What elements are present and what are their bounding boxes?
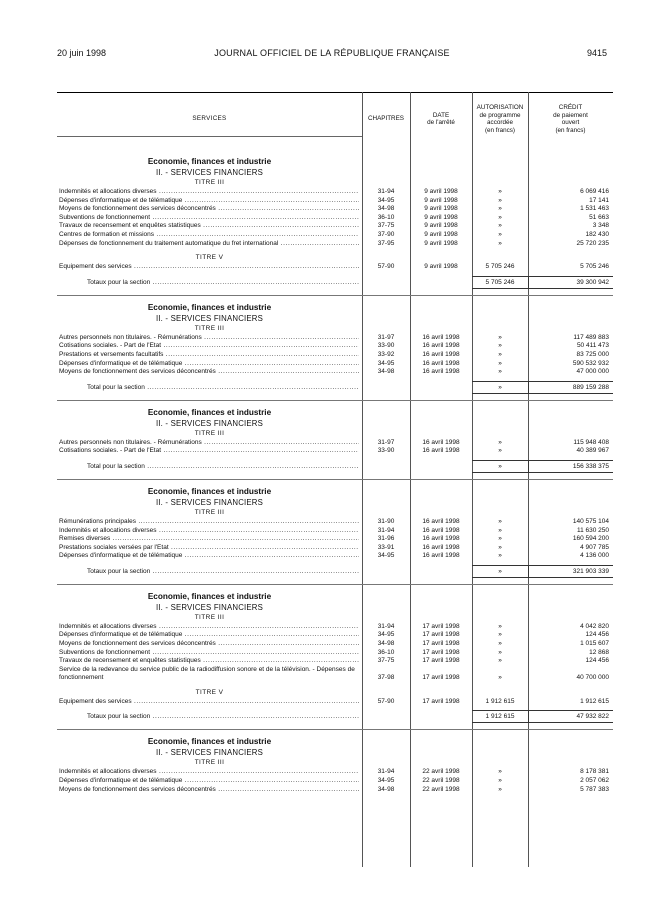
table-row [57, 527, 613, 536]
row-credit: 25 720 235 [576, 239, 609, 247]
row-credit: 83 725 000 [576, 350, 609, 358]
row-chapitre: 33-91 [377, 543, 395, 551]
row-credit: 1 912 615 [580, 697, 609, 705]
section-total-row [57, 276, 613, 289]
row-label: Dépenses de fonctionnement du traitement automatique du fret international ..... [59, 240, 359, 249]
row-autorisation: » [498, 333, 502, 341]
column-header-credit: CRÉDIT de paiement ouvert (en francs) [553, 104, 588, 134]
row-chapitre: 33-90 [377, 447, 395, 455]
column-header-autorisation: AUTORISATION de programme accordée (en francs) [476, 104, 524, 134]
table-row [57, 240, 613, 249]
row-credit: 115 948 408 [573, 438, 609, 446]
section-block [57, 156, 613, 289]
section-title: Economie, finances et industrie [147, 157, 272, 166]
row-date: 16 avril 1998 [422, 543, 460, 551]
table-row [57, 535, 613, 544]
row-chapitre: 37-75 [377, 222, 395, 230]
column-header-date: DATE de l'arrêté [427, 111, 455, 126]
row-chapitre: 34-98 [377, 205, 395, 213]
row-autorisation: » [498, 205, 502, 213]
row-credit: 2 057 062 [580, 777, 609, 785]
row-date: 9 avril 1998 [424, 230, 458, 238]
table-row [57, 777, 613, 786]
row-date: 9 avril 1998 [424, 263, 458, 271]
section-block [57, 479, 613, 578]
row-label: Dépenses d'informatique et de télématique ..... [59, 631, 359, 640]
row-date: 16 avril 1998 [422, 342, 460, 350]
row-credit: 51 663 [589, 213, 609, 221]
row-autorisation: » [498, 438, 502, 446]
table-row [57, 698, 613, 707]
section-subtitle: II. - SERVICES FINANCIERS [155, 418, 264, 428]
row-label: Cotisations sociales. - Part de l'Etat ..... [59, 447, 359, 456]
row-label: Dépenses d'informatique et de télématique ..... [59, 552, 359, 561]
row-credit: 1 015 607 [580, 640, 609, 648]
row-date: 9 avril 1998 [424, 196, 458, 204]
row-chapitre: 36-10 [377, 648, 395, 656]
section-total-row [57, 565, 613, 578]
row-label: Autres personnels non titulaires. - Rémunérations ..... [59, 439, 359, 448]
page-header [57, 48, 607, 62]
row-autorisation: » [498, 640, 502, 648]
row-credit: 8 178 381 [580, 768, 609, 776]
section-subtitle: II. - SERVICES FINANCIERS [155, 497, 264, 507]
row-label: Subventions de fonctionnement ..... [59, 649, 359, 658]
header-page-number: 9415 [586, 48, 607, 58]
row-autorisation: » [498, 674, 502, 682]
row-label: Subventions de fonctionnement ..... [59, 214, 359, 223]
row-autorisation: » [498, 517, 502, 525]
row-date: 17 avril 1998 [422, 657, 460, 665]
titre-heading: TITRE V [195, 688, 224, 696]
row-label: Indemnités et allocations diverses ..... [59, 768, 359, 777]
row-credit: 40 389 967 [576, 447, 609, 455]
row-autorisation: » [498, 196, 502, 204]
table-row [57, 214, 613, 223]
row-label: Travaux de recensement et enquêtes statistiques ..... [59, 657, 359, 666]
section-block [57, 400, 613, 473]
row-autorisation: » [498, 535, 502, 543]
table-row [57, 188, 613, 197]
row-date: 16 avril 1998 [422, 535, 460, 543]
row-autorisation: » [498, 777, 502, 785]
titre-heading: TITRE III [194, 324, 225, 332]
titre-heading: TITRE III [194, 508, 225, 516]
table-row [57, 518, 613, 527]
total-credit: 321 903 339 [572, 567, 609, 575]
section-total-row [57, 381, 613, 394]
table-row [57, 786, 613, 795]
row-date: 16 avril 1998 [422, 333, 460, 341]
row-label: Autres personnels non titulaires. - Rémunérations ..... [59, 334, 359, 343]
table-top-rule [57, 92, 613, 93]
row-date: 17 avril 1998 [422, 674, 460, 682]
table-row [57, 544, 613, 553]
row-chapitre: 33-90 [377, 342, 395, 350]
table-row [57, 360, 613, 369]
section-block [57, 295, 613, 394]
table-row [57, 666, 613, 683]
table-row [57, 649, 613, 658]
row-date: 9 avril 1998 [424, 188, 458, 195]
row-label: Indemnités et allocations diverses ..... [59, 623, 359, 632]
total-credit: 156 338 375 [572, 462, 609, 470]
total-label: Totaux pour la section ..... [87, 710, 359, 723]
table-row [57, 631, 613, 640]
row-label: Centres de formation et missions ..... [59, 231, 359, 240]
row-credit: 4 042 820 [580, 622, 609, 630]
row-chapitre: 31-97 [377, 333, 395, 341]
row-label: Moyens de fonctionnement des services déconcentrés ..... [59, 640, 359, 649]
section-subtitle: II. - SERVICES FINANCIERS [155, 602, 264, 612]
row-autorisation: 5 705 246 [485, 263, 515, 271]
row-autorisation: » [498, 447, 502, 455]
total-label: Totaux pour la section ..... [87, 276, 359, 289]
table-row [57, 351, 613, 360]
row-chapitre: 31-94 [377, 188, 395, 195]
row-label: Equipement des services ..... [59, 263, 359, 272]
row-date: 16 avril 1998 [422, 368, 460, 376]
row-label: Moyens de fonctionnement des services déconcentrés ..... [59, 786, 359, 795]
row-credit: 12 868 [589, 648, 609, 656]
row-credit: 182 430 [585, 230, 609, 238]
row-label: Indemnités et allocations diverses ..... [59, 188, 359, 197]
row-autorisation: » [498, 213, 502, 221]
row-autorisation: » [498, 230, 502, 238]
header-rule [57, 136, 362, 137]
row-chapitre: 37-95 [377, 239, 395, 247]
row-date: 16 avril 1998 [422, 526, 460, 534]
row-chapitre: 36-10 [377, 213, 395, 221]
table-row [57, 197, 613, 206]
row-chapitre: 31-96 [377, 535, 395, 543]
row-autorisation: 1 912 615 [485, 697, 515, 705]
total-autorisation: » [498, 383, 502, 391]
section-subtitle: II. - SERVICES FINANCIERS [155, 168, 264, 177]
row-chapitre: 31-97 [377, 438, 395, 446]
total-credit: 47 932 822 [576, 713, 609, 721]
row-autorisation: » [498, 552, 502, 560]
row-label: Travaux de recensement et enquêtes statistiques ..... [59, 222, 359, 231]
row-credit: 17 141 [589, 196, 609, 204]
section-title: Economie, finances et industrie [147, 302, 272, 312]
column-header-services: SERVICES [192, 115, 227, 123]
row-chapitre: 31-90 [377, 517, 395, 525]
row-date: 22 avril 1998 [422, 768, 460, 776]
row-autorisation: » [498, 359, 502, 367]
row-autorisation: » [498, 222, 502, 230]
row-label: Prestations et versements facultatifs ..... [59, 351, 359, 360]
row-label: Rémunérations principales ..... [59, 518, 359, 527]
row-chapitre: 33-92 [377, 350, 395, 358]
section-total-row [57, 460, 613, 473]
header-journal-title: JOURNAL OFFICIEL DE LA RÉPUBLIQUE FRANÇAISE [214, 48, 450, 58]
section-total-row [57, 710, 613, 723]
row-chapitre: 57-90 [377, 697, 395, 705]
table-row [57, 552, 613, 561]
row-credit: 1 531 463 [580, 205, 609, 213]
row-date: 16 avril 1998 [422, 447, 460, 455]
row-credit: 11 630 250 [576, 526, 609, 534]
table-row [57, 263, 613, 272]
row-chapitre: 57-90 [377, 263, 395, 271]
row-autorisation: » [498, 768, 502, 776]
table-row [57, 640, 613, 649]
row-autorisation: » [498, 350, 502, 358]
row-date: 16 avril 1998 [422, 438, 460, 446]
total-autorisation: » [498, 567, 502, 575]
table-row [57, 439, 613, 448]
table-row [57, 657, 613, 666]
row-credit: 3 348 [592, 222, 609, 230]
row-date: 16 avril 1998 [422, 359, 460, 367]
section-subtitle: II. - SERVICES FINANCIERS [155, 748, 264, 758]
row-credit: 5 705 246 [580, 263, 609, 271]
row-label: Service de la redevance du service public de la radiodiffusion sonore et de la télévision. - Dépenses de fonctionnement [59, 665, 355, 682]
row-date: 17 avril 1998 [422, 648, 460, 656]
credits-table [57, 92, 613, 867]
row-date: 9 avril 1998 [424, 239, 458, 247]
total-label: Total pour la section ..... [87, 460, 359, 473]
row-date: 17 avril 1998 [422, 622, 460, 630]
row-credit: 124 456 [585, 631, 609, 639]
row-credit: 40 700 000 [576, 674, 609, 682]
header-date: 20 juin 1998 [57, 48, 107, 58]
row-date: 9 avril 1998 [424, 205, 458, 213]
row-credit: 47 000 000 [576, 368, 609, 376]
table-row [57, 768, 613, 777]
row-date: 16 avril 1998 [422, 517, 460, 525]
row-autorisation: » [498, 631, 502, 639]
row-credit: 6 069 416 [580, 188, 609, 195]
row-chapitre: 31-94 [377, 526, 395, 534]
section-block [57, 584, 613, 724]
row-chapitre: 34-98 [377, 785, 395, 793]
row-autorisation: » [498, 526, 502, 534]
row-chapitre: 37-75 [377, 657, 395, 665]
titre-heading: TITRE V [195, 254, 224, 262]
row-credit: 50 411 473 [576, 342, 609, 350]
total-label: Total pour la section ..... [87, 381, 359, 394]
table-row [57, 334, 613, 343]
row-credit: 4 136 000 [580, 552, 609, 560]
row-date: 17 avril 1998 [422, 640, 460, 648]
row-label: Remises diverses ..... [59, 535, 359, 544]
table-row [57, 368, 613, 377]
row-chapitre: 37-98 [377, 674, 395, 682]
row-date: 22 avril 1998 [422, 777, 460, 785]
total-autorisation: 5 705 246 [485, 278, 515, 286]
titre-heading: TITRE III [194, 179, 225, 186]
row-autorisation: » [498, 785, 502, 793]
row-chapitre: 34-95 [377, 777, 395, 785]
row-credit: 5 787 383 [580, 785, 609, 793]
row-autorisation: » [498, 648, 502, 656]
row-autorisation: » [498, 188, 502, 195]
total-autorisation: » [498, 462, 502, 470]
row-label: Prestations sociales versées par l'Etat ..... [59, 544, 359, 553]
row-date: 22 avril 1998 [422, 785, 460, 793]
row-chapitre: 34-98 [377, 640, 395, 648]
section-title: Economie, finances et industrie [147, 591, 272, 601]
row-date: 9 avril 1998 [424, 213, 458, 221]
row-chapitre: 34-95 [377, 359, 395, 367]
row-autorisation: » [498, 239, 502, 247]
titre-heading: TITRE III [194, 759, 225, 767]
row-autorisation: » [498, 368, 502, 376]
table-row [57, 231, 613, 240]
row-autorisation: » [498, 657, 502, 665]
table-row [57, 205, 613, 214]
row-credit: 160 594 200 [572, 535, 609, 543]
row-label: Dépenses d'informatique et de télématique ..... [59, 360, 359, 369]
table-body [57, 150, 613, 794]
total-credit: 889 159 288 [572, 383, 609, 391]
row-chapitre: 34-95 [377, 196, 395, 204]
row-date: 16 avril 1998 [422, 552, 460, 560]
total-label: Totaux pour la section ..... [87, 565, 359, 578]
table-row [57, 623, 613, 632]
section-title: Economie, finances et industrie [147, 486, 272, 496]
row-label: Dépenses d'informatique et de télématique ..... [59, 197, 359, 206]
row-autorisation: » [498, 342, 502, 350]
row-chapitre: 34-98 [377, 368, 395, 376]
section-title: Economie, finances et industrie [147, 407, 272, 417]
row-chapitre: 34-95 [377, 552, 395, 560]
section-title: Economie, finances et industrie [147, 737, 272, 747]
total-autorisation: 1 912 615 [485, 713, 515, 721]
row-chapitre: 31-94 [377, 768, 395, 776]
section-block [57, 729, 613, 794]
row-label: Moyens de fonctionnement des services déconcentrés ..... [59, 368, 359, 377]
total-credit: 39 300 942 [576, 278, 609, 286]
section-subtitle: II. - SERVICES FINANCIERS [155, 313, 264, 323]
row-date: 17 avril 1998 [422, 697, 460, 705]
row-label: Equipement des services ..... [59, 698, 359, 707]
column-header-chapitres: CHAPITRES [367, 115, 405, 123]
row-chapitre: 34-95 [377, 631, 395, 639]
table-row [57, 222, 613, 231]
row-label: Moyens de fonctionnement des services déconcentrés ..... [59, 205, 359, 214]
row-credit: 117 489 883 [573, 333, 609, 341]
row-autorisation: » [498, 543, 502, 551]
row-chapitre: 37-90 [377, 230, 395, 238]
row-label: Indemnités et allocations diverses ..... [59, 527, 359, 536]
row-chapitre: 31-94 [377, 622, 395, 630]
row-credit: 124 456 [585, 657, 609, 665]
table-row [57, 447, 613, 456]
row-credit: 590 532 932 [572, 359, 609, 367]
titre-heading: TITRE III [194, 429, 225, 437]
row-credit: 4 907 785 [580, 543, 609, 551]
row-label: Dépenses d'informatique et de télématique ..... [59, 777, 359, 786]
row-label: Cotisations sociales. - Part de l'Etat ..... [59, 342, 359, 351]
row-credit: 140 575 104 [572, 517, 609, 525]
row-date: 16 avril 1998 [422, 350, 460, 358]
titre-heading: TITRE III [194, 613, 225, 621]
row-date: 9 avril 1998 [424, 222, 458, 230]
table-row [57, 342, 613, 351]
row-date: 17 avril 1998 [422, 631, 460, 639]
row-autorisation: » [498, 622, 502, 630]
